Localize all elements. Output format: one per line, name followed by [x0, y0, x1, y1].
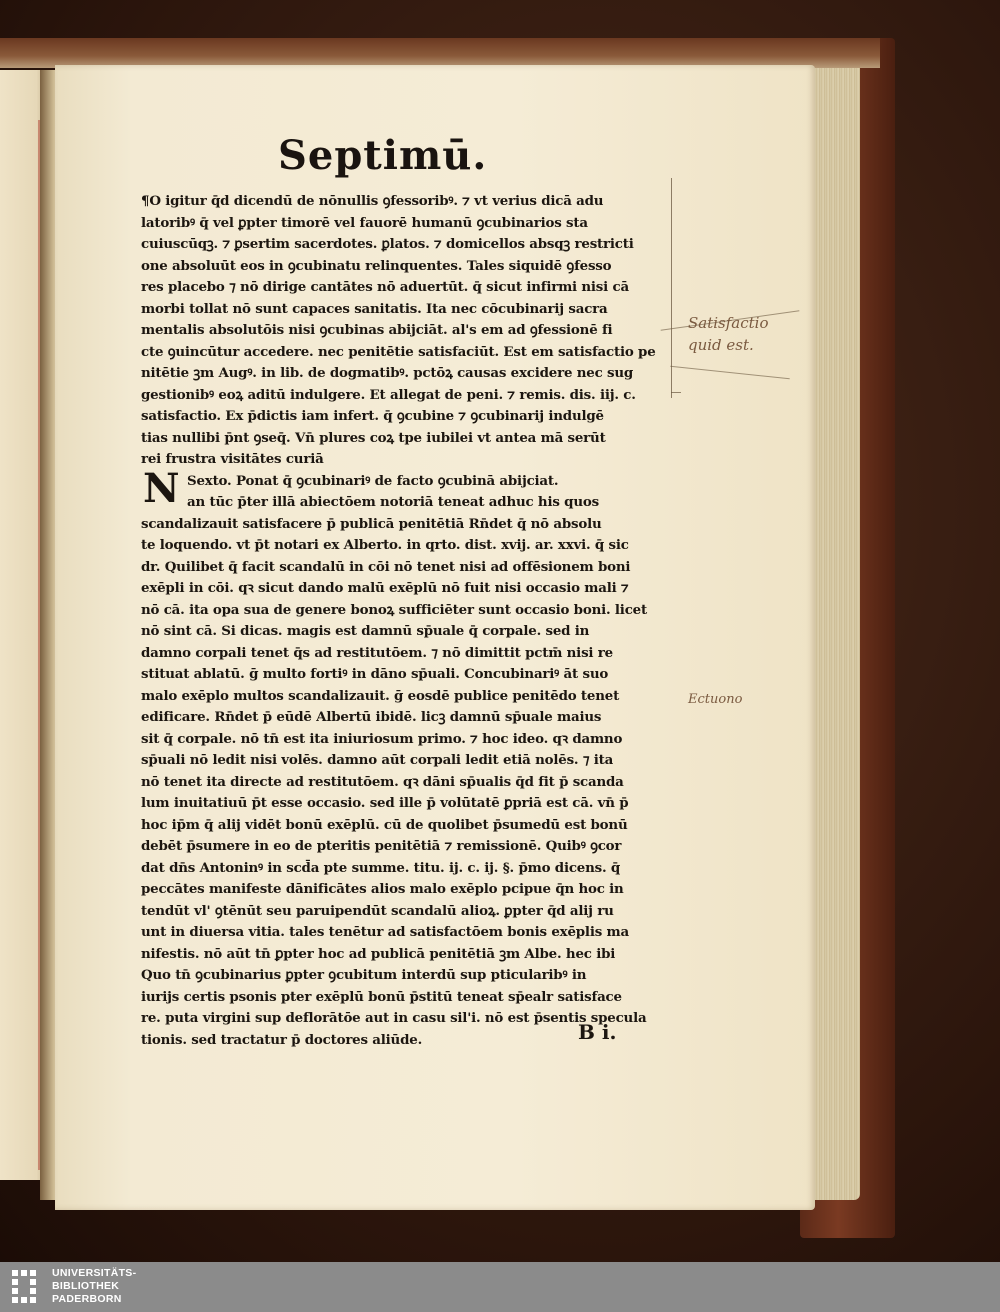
text-line: tendūt vl' ꝯtēnūt seu paruipendūt scandalū alioꝝ. ꝑpter q̄d alij ru: [141, 902, 614, 919]
text-line: stituat ablatū. ḡ multo fortiꝰ in dāno sp̄uali. Concubinariꝰ āt suo: [141, 666, 609, 682]
margin-rule: [671, 392, 681, 393]
text-line: gestionibꝰ eoꝝ aditū indulgere. Et allegat de peni. ⁊ remis. dis. iij. c.: [141, 386, 636, 403]
text-line: malo exēplo multos scandalizauit. ḡ eosdē publice penitēdo tenet: [141, 687, 620, 704]
margin-note: Satisfactio quid est.: [688, 314, 769, 354]
text-line: rei frustra visitātes curiā: [141, 451, 324, 467]
text-line: ¶O igitur q̄d dicendū de nōnullis ꝯfessoribꝰ. ⁊ vt verius dicā adu: [141, 193, 604, 209]
text-line: Quo tn̄ ꝯcubinarius ꝑpter ꝯcubitum interdū sup pticularibꝰ in: [141, 967, 587, 983]
text-line: dat dn̄s Antoninꝰ in scd̄a pte summe. titu. ij. c. ij. §. p̄mo dicens. q̄: [141, 859, 621, 876]
text-line: exēpli in cōi. qꝛ sicut dando malū exēplū nō fuit nisi occasio mali ⁊: [141, 580, 629, 596]
text-line: nō cā. ita opa sua de genere bonoꝝ sufficiēter sunt occasio boni. licet: [141, 601, 647, 618]
text-line: te loquendo. vt p̄t notari ex Alberto. in qrto. dist. xvij. ar. xxvi. q̄ sic: [141, 537, 629, 553]
text-line: an tūc p̄ter illā abiectōem notoriā teneat adhuc his quos: [187, 494, 599, 510]
library-logo-text: [52, 1267, 192, 1309]
logo-line: BIBLIOTHEK: [52, 1280, 120, 1292]
drop-initial: N: [143, 465, 180, 512]
text-line: unt in diuersa vitia. tales tenētur ad satisfactōem bonis exēplis ma: [141, 924, 629, 940]
text-line: one absoluūt eos in ꝯcubinatu relinquentes. Tales siquidē ꝯfesso: [141, 257, 612, 274]
text-line: res placebo ⁊ nō dirige cantātes nō aduertūt. q̄ sicut infirmi nisi cā: [141, 279, 629, 295]
text-line: nifestis. nō aūt tn̄ ꝑpter hoc ad publicā penitētiā ꝫm Albe. hec ibi: [141, 945, 616, 962]
text-line: peccātes manifeste dānificātes alios malo exēplo pcipue q̄n hoc in: [141, 881, 624, 897]
text-line: nō sint cā. Si dicas. magis est damnū sp̄uale q̄ corpale. sed in: [141, 623, 590, 639]
text-line: cuiuscūqꝫ. ⁊ ꝑsertim sacerdotes. ꝑlatos. ⁊ domicellos absqꝫ restricti: [141, 236, 634, 252]
text-line: nō tenet ita directe ad restitutōem. qꝛ dāni sp̄ualis q̄d fit p̄ scanda: [141, 773, 624, 790]
text-line: debēt p̄sumere in eo de pteritis penitētiā ⁊ remissionē. Quibꝰ ꝯcor: [141, 838, 622, 854]
text-line: latoribꝰ q̄ vel ꝑpter timorē vel fauorē humanū ꝯcubinarios sta: [141, 214, 588, 231]
text-line: hoc ip̄m q̄ alij vidēt bonū exēplū. cū de quolibet p̄sumedū est bonū: [141, 816, 628, 833]
text-line: lum inuitatiuū p̄t esse occasio. sed ille p̄ volūtatē ꝑpriā est cā. vn̄ p̄: [141, 795, 629, 811]
text-line: iurijs certis psonis pter exēplū bonū p̄stitū teneat sp̄ealr satisface: [141, 988, 622, 1005]
text-line: re. puta virgini sup deflorātōe aut in casu sil'i. nō est p̄sentis specula: [141, 1010, 647, 1026]
margin-note: Ectuono: [688, 692, 743, 707]
text-line: cte ꝯuincūtur accedere. nec penitētie satisfaciūt. Est em satisfactio pe: [141, 343, 656, 360]
page-heading: Septimū.: [278, 132, 488, 179]
footer-bar: [0, 1262, 1000, 1312]
text-line: morbi tollat nō sunt capaces sanitatis. Ita nec cōcubinarij sacra: [141, 300, 608, 317]
text-block: [141, 190, 669, 1048]
text-line: tionis. sed tractatur p̄ doctores aliūde.: [141, 1031, 423, 1048]
library-logo-icon: [10, 1268, 46, 1308]
signature-mark: B i.: [578, 1020, 617, 1044]
text-line: scandalizauit satisfacere p̄ publicā penitētiā Rn̄det q̄ nō absolu: [141, 515, 602, 532]
text-line: Sexto. Ponat q̄ ꝯcubinariꝰ de facto ꝯcubinā abijciat.: [187, 472, 559, 489]
logo-line: UNIVERSITÄTS-: [52, 1267, 137, 1279]
text-line: mentalis absolutōis nisi ꝯcubinas abijciāt. al's em ad ꝯfessionē fi: [141, 322, 613, 338]
text-line: sp̄uali nō ledit nisi volēs. damno aūt corpali ledit etiā nolēs. ⁊ ita: [141, 752, 614, 768]
text-line: satisfactio. Ex p̄dictis iam infert. q̄ ꝯcubine ⁊ ꝯcubinarij indulgē: [141, 408, 604, 424]
text-line: tias nullibi p̄nt ꝯseq̄. Vn̄ plures coꝝ tpe iubilei vt antea mā serūt: [141, 429, 606, 446]
logo-line: PADERBORN: [52, 1293, 122, 1305]
text-line: nitētie ꝫm Augꝰ. in lib. de dogmatibꝰ. pctōꝝ causas excidere nec sug: [141, 365, 634, 381]
binding-top: [0, 38, 880, 68]
text-line: edificare. Rn̄det p̄ eūdē Albertū ibidē. licꝫ damnū sp̄uale maius: [141, 709, 602, 725]
text-line: dr. Quilibet q̄ facit scandalū in cōi nō tenet nisi ad offēsionem boni: [141, 558, 631, 575]
text-line: sit q̄ corpale. nō tn̄ est ita iniuriosum primo. ⁊ hoc ideo. qꝛ damno: [141, 730, 623, 747]
text-line: damno corpali tenet q̄s ad restitutōem. ⁊ nō dimittit pctm̄ nisi re: [141, 644, 613, 661]
